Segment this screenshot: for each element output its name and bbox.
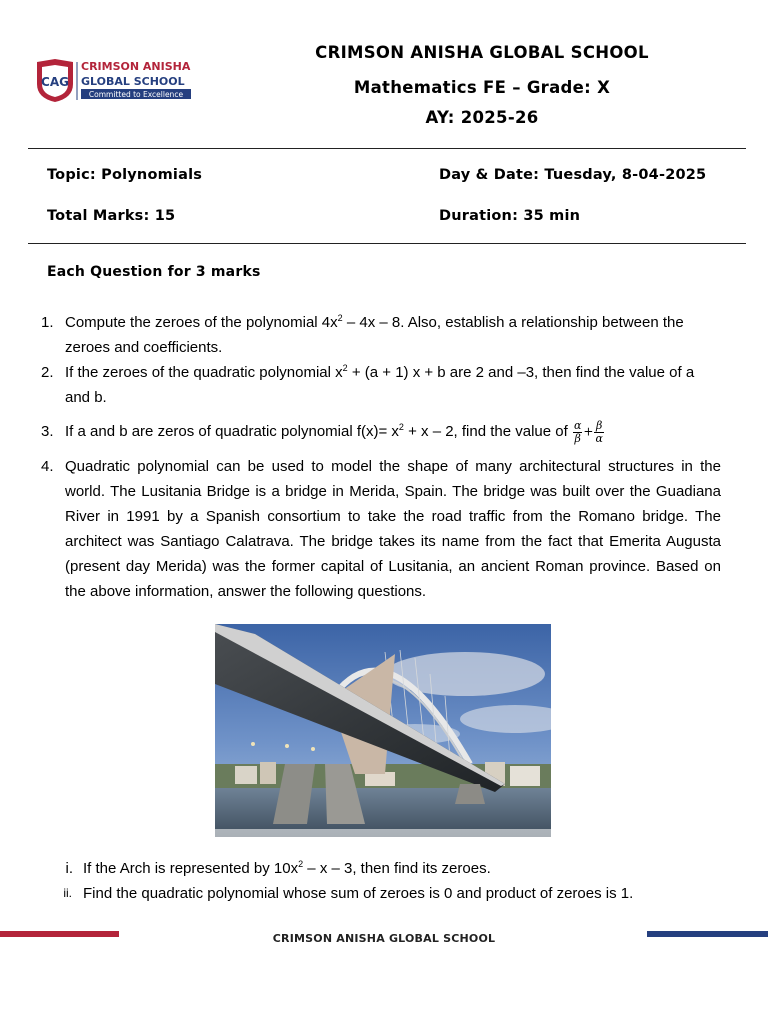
- subject-title: Mathematics FE – Grade: X: [353, 78, 611, 97]
- logo-line1: CRIMSON ANISHA: [81, 60, 191, 73]
- question-text: If a and b are zeros of quadratic polynomial $f(x)= x^2 + x - 2$, find the value of $\frac{\alpha}{\beta}$ + $\frac{\beta}{\alpha}$: [65, 418, 603, 445]
- topic-label: Topic: Polynomials: [47, 167, 203, 183]
- question-number: 4.: [41, 458, 54, 475]
- question-number: 3.: [41, 423, 54, 440]
- divider: [28, 243, 746, 244]
- logo-line2: GLOBAL SCHOOL: [81, 75, 185, 88]
- logo-monogram: CAG: [41, 75, 69, 89]
- fraction-beta-over-alpha: $\frac{\beta}{\alpha}$: [595, 418, 603, 445]
- subquestion-ii: [0, 881, 768, 906]
- subquestion-i: [0, 856, 768, 881]
- date-label: Day & Date: Tuesday, 8-04-2025: [439, 167, 707, 183]
- section-heading: Each Question for 3 marks: [47, 264, 261, 280]
- question-text: Quadratic polynomial can be used to model the shape of many architectural structures in the world. The Lusitania Bridge is a bridge in Merida, Spain. The bridge was built over the Guadiana River in 1991 by a Spanish consortium to take the road traffic from the Romano bridge. The architect was Santiago Calatrava. The bridge takes its name from the fact that Emerita Augusta (present day Merida) was the former capital of Lusitania, an ancient Roman province. Based on the above information, answer the following questions.: [65, 458, 721, 600]
- question-text: Compute the zeroes of the polynomial $4x^2 - 4x - 8$. Also, establish a relationship between the zeroes and coefficients.: [65, 313, 684, 356]
- total-marks-label: Total Marks: 15: [47, 208, 176, 224]
- subquestion-number: i.: [65, 860, 73, 877]
- subquestion-text: Find the quadratic polynomial whose sum of zeroes is 0 and product of zeroes is 1.: [83, 885, 634, 902]
- footer-school-name: CRIMSON ANISHA GLOBAL SCHOOL: [272, 932, 496, 945]
- divider: [28, 148, 746, 149]
- school-logo: [34, 44, 194, 104]
- school-title: CRIMSON ANISHA GLOBAL SCHOOL: [315, 43, 649, 62]
- logo-tagline: Committed to Excellence: [88, 90, 184, 99]
- question-number: 2.: [41, 364, 54, 381]
- bridge-photo: [215, 624, 551, 837]
- fraction-alpha-over-beta: $\frac{\alpha}{\beta}$: [573, 418, 582, 445]
- duration-label: Duration: 35 min: [439, 208, 581, 224]
- subquestion-number: ii.: [63, 886, 72, 900]
- question-text: If the zeroes of the quadratic polynomial $x^2 + (a + 1) x + b$ are 2 and –3, then find the value of a and b.: [65, 363, 695, 406]
- subquestion-text: If the Arch is represented by $10x^2$ – x – 3, then find its zeroes.: [83, 859, 491, 877]
- question-number: 1.: [41, 314, 54, 331]
- academic-year: AY: 2025-26: [425, 108, 539, 127]
